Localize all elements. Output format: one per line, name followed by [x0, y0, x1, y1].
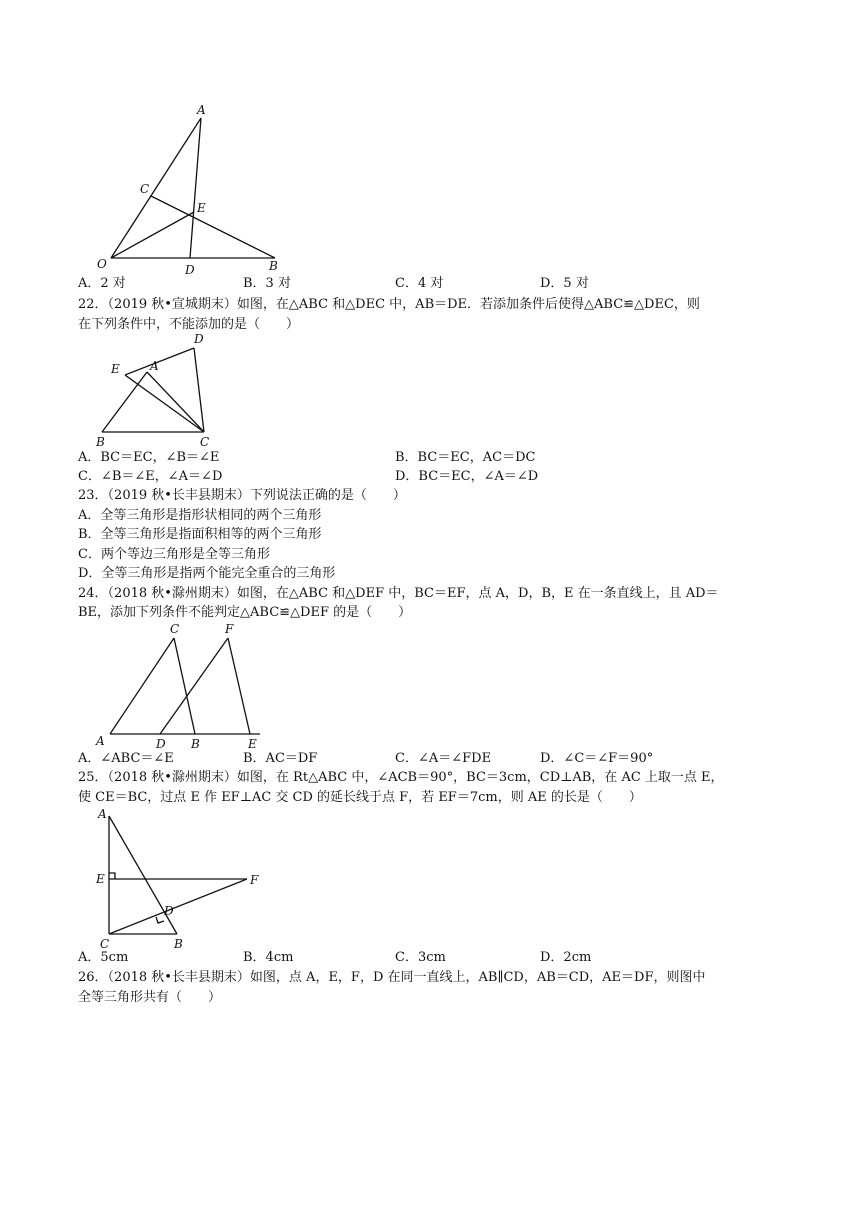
right-angle-mark-E: [109, 873, 115, 879]
figure-q21: [95, 100, 295, 280]
label-F: F: [250, 873, 259, 887]
label-F: F: [225, 622, 234, 636]
q22-option-c: C．∠B＝∠E，∠A＝∠D: [78, 469, 223, 484]
label-O: O: [97, 257, 107, 271]
q26-stem-line-1: 26．（2018 秋•长丰县期末）如图，点 A，E，F，D 在同一直线上，AB∥CD，AB＝CD，AE＝DF，则图中: [78, 970, 706, 985]
label-D: D: [164, 904, 174, 918]
label-E: E: [197, 201, 206, 215]
segment-CB: [174, 638, 195, 734]
figure-q22: [90, 330, 230, 450]
q21-option-d: D．5 对: [540, 276, 589, 291]
label-D: D: [156, 737, 166, 751]
q22-option-b: B．BC＝EC，AC＝DC: [395, 450, 536, 465]
label-A: A: [150, 359, 159, 373]
label-B: B: [191, 737, 200, 751]
label-C: C: [170, 622, 180, 636]
q23-option-a: A．全等三角形是指形状相同的两个三角形: [78, 508, 322, 523]
segment-DC: [194, 348, 204, 432]
figure-q25: [92, 804, 272, 954]
label-B: B: [269, 259, 278, 273]
segment-AC: [147, 372, 204, 432]
segment-FE: [228, 638, 250, 734]
q24-option-b: B．AC＝DF: [243, 751, 318, 766]
label-A: A: [197, 103, 206, 117]
q25-option-a: A．5cm: [78, 950, 129, 965]
q24-stem-line-2: BE，添加下列条件不能判定△ABC≌△DEF 的是（ ）: [78, 605, 412, 620]
label-B: B: [174, 937, 183, 951]
q23-option-d: D．全等三角形是指两个能完全重合的三角形: [78, 566, 336, 581]
q22-option-d: D．BC＝EC，∠A＝∠D: [395, 469, 539, 484]
q21-option-a: A．2 对: [78, 276, 126, 291]
q23-stem: 23．（2019 秋•长丰县期末）下列说法正确的是（ ）: [78, 488, 406, 503]
q22-stem-line-2: 在下列条件中，不能添加的是（ ）: [78, 317, 300, 332]
q24-option-a: A．∠ABC＝∠E: [78, 751, 174, 766]
label-A: A: [96, 734, 105, 748]
q26-stem-line-2: 全等三角形共有（ ）: [78, 990, 222, 1005]
label-A: A: [98, 807, 107, 821]
label-C: C: [200, 435, 210, 449]
segment-CF: [109, 879, 247, 934]
q25-stem-line-1: 25．（2018 秋•滁州期末）如图，在 Rt△ABC 中，∠ACB＝90°，BC＝3cm，CD⊥AB，在 AC 上取一点 E，: [78, 770, 724, 785]
segment-DF: [160, 638, 228, 734]
segment-EC: [125, 375, 204, 432]
label-E: E: [111, 362, 120, 376]
label-E: E: [248, 737, 257, 751]
q25-option-c: C．3cm: [395, 950, 446, 965]
q25-stem-line-2: 使 CE＝BC，过点 E 作 EF⊥AC 交 CD 的延长线于点 F，若 EF＝7cm，则 AE 的长是（ ）: [78, 790, 642, 805]
label-C: C: [140, 182, 150, 196]
label-B: B: [96, 435, 105, 449]
q24-option-d: D．∠C＝∠F＝90°: [540, 751, 654, 766]
q21-option-c: C．4 对: [395, 276, 444, 291]
segment-AD: [190, 118, 201, 258]
figure-q24: [90, 618, 275, 753]
label-D: D: [194, 332, 204, 346]
q25-option-d: D．2cm: [540, 950, 592, 965]
label-C: C: [100, 937, 110, 951]
q22-stem-line-1: 22．（2019 秋•宣城期末）如图，在△ABC 和△DEC 中，AB＝DE．若添加条件后使得△ABC≌△DEC，则: [78, 297, 700, 312]
label-D: D: [185, 263, 195, 277]
q24-stem-line-1: 24．（2018 秋•滁州期末）如图，在△ABC 和△DEF 中，BC＝EF，点 A，D，B，E 在一条直线上，且 AD＝: [78, 586, 719, 601]
right-angle-mark-D: [156, 917, 164, 923]
segment-BA: [102, 372, 147, 432]
q21-option-b: B．3 对: [243, 276, 291, 291]
segment-CB: [151, 196, 275, 258]
q24-option-c: C．∠A＝∠FDE: [395, 751, 492, 766]
label-E: E: [96, 872, 105, 886]
q23-option-c: C．两个等边三角形是全等三角形: [78, 547, 270, 562]
q23-option-b: B．全等三角形是指面积相等的两个三角形: [78, 527, 322, 542]
segment-ED: [125, 348, 194, 375]
segment-AC: [110, 638, 174, 734]
q25-option-b: B．4cm: [243, 950, 294, 965]
segment-OE: [111, 212, 194, 258]
segment-OA: [111, 118, 201, 258]
q22-option-a: A．BC＝EC，∠B＝∠E: [78, 450, 220, 465]
